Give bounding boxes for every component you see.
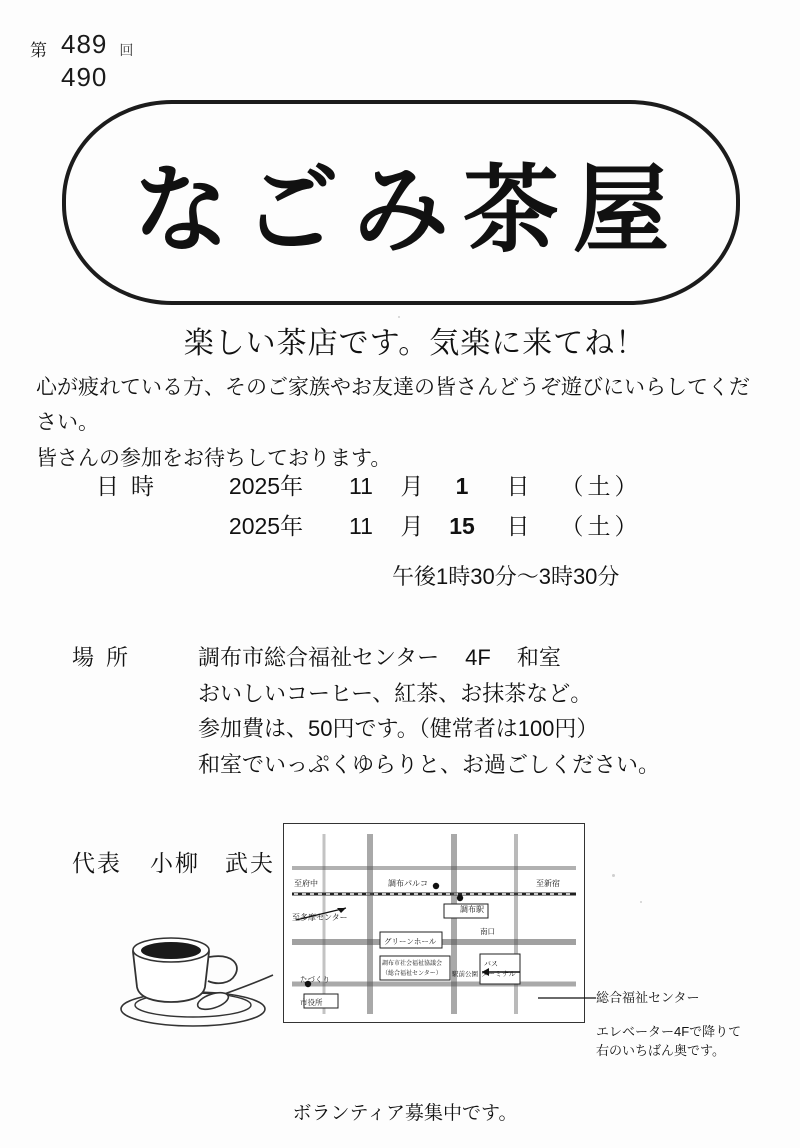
place-detail-lines [198,676,772,783]
scan-speck [640,901,642,903]
schedule-month-num-1: 11 [349,473,373,499]
issue-prefix: 第 [30,41,47,60]
schedule-month-unit-1: 月 [400,473,424,499]
svg-text:至新宿: 至新宿 [536,879,560,888]
svg-text:至多摩センター: 至多摩センター [292,913,348,922]
place-room: 和室 [516,645,561,670]
representative-block [72,845,275,878]
svg-text:たづくり: たづくり [300,975,330,984]
issue-suffix: 回 [119,42,134,58]
title-banner [62,100,740,305]
place-detail-1: おいしいコーヒー、紅茶、お抹茶など。 [198,680,593,706]
schedule-year-2: 2025年 [228,513,304,539]
svg-text:調布駅: 調布駅 [460,905,484,914]
svg-text:南口: 南口 [480,927,495,936]
issue-number-first: 489 [61,29,108,59]
svg-text:調布市社会福祉協議会: 調布市社会福祉協議会 [382,960,443,967]
place-venue: 調布市総合福祉センター [198,645,440,670]
callout-leader-line [536,980,606,1010]
schedule-day-unit-1: 日 [506,473,530,499]
svg-text:ターミナル: ターミナル [481,970,516,978]
svg-text:駅前公園: 駅前公園 [452,970,478,978]
intro-line-2: 皆さんの参加をお待ちしております。 [36,446,392,470]
callout-note-1: エレベーター4Fで降りて [596,1023,742,1039]
schedule-row [96,468,756,508]
callout-name: 総合福祉センター [596,990,700,1005]
schedule-weekday-2: （土） [560,513,642,539]
schedule-label: 日時 [96,473,166,499]
schedule-day-unit-2: 日 [506,513,530,539]
schedule-year-1: 2025年 [228,473,304,499]
footer-note: ボランティア募集中です。 [292,1103,518,1124]
callout-note-2: 右のいちばん奥です。 [596,1043,725,1058]
svg-text:市役所: 市役所 [300,998,323,1007]
representative-label: 代表 [72,850,122,876]
schedule-time: 午後1時30分〜3時30分 [392,564,620,589]
place-block [72,640,772,783]
intro-paragraph [36,370,766,476]
schedule-day-num-2: 15 [449,513,475,539]
place-detail-2: 参加費は、50円です。（健常者は100円） [198,716,599,742]
svg-text:至府中: 至府中 [294,879,318,888]
scan-speck [398,316,400,318]
svg-text:調布パルコ: 調布パルコ [388,879,428,888]
place-header [72,640,772,676]
issue-number-second: 490 [61,61,108,92]
coffee-cup-icon [105,905,295,1035]
place-detail-3: 和室でいっぷくゆらりと、お過ごしください。 [198,751,661,777]
place-venue-line [198,640,561,676]
issue-numbers [61,28,107,93]
map-callout [596,988,796,1061]
schedule-weekday-1: （土） [560,473,642,499]
schedule-day-num-1: 1 [455,473,469,499]
schedule-month-unit-2: 月 [400,513,424,539]
page-title: なごみ茶屋 [133,154,683,266]
svg-text:バス: バス [484,960,498,968]
place-label: 場所 [72,645,141,670]
scan-speck [612,874,615,877]
subtitle: 楽しい茶店です。気楽に来てね！ [183,327,647,360]
schedule-month-num-2: 11 [349,513,373,539]
issue-number-block [30,28,133,93]
schedule-row [96,508,756,548]
intro-line-1: 心が疲れている方、そのご家族やお友達の皆さんどうぞ遊びにいらしてください。 [36,376,750,435]
svg-text:（総合福祉センター）: （総合福祉センター） [382,970,442,977]
schedule-block [96,468,756,591]
svg-text:グリーンホール: グリーンホール [384,937,437,946]
place-floor: 4F [465,645,491,670]
representative-name: 小柳 武夫 [150,850,275,876]
